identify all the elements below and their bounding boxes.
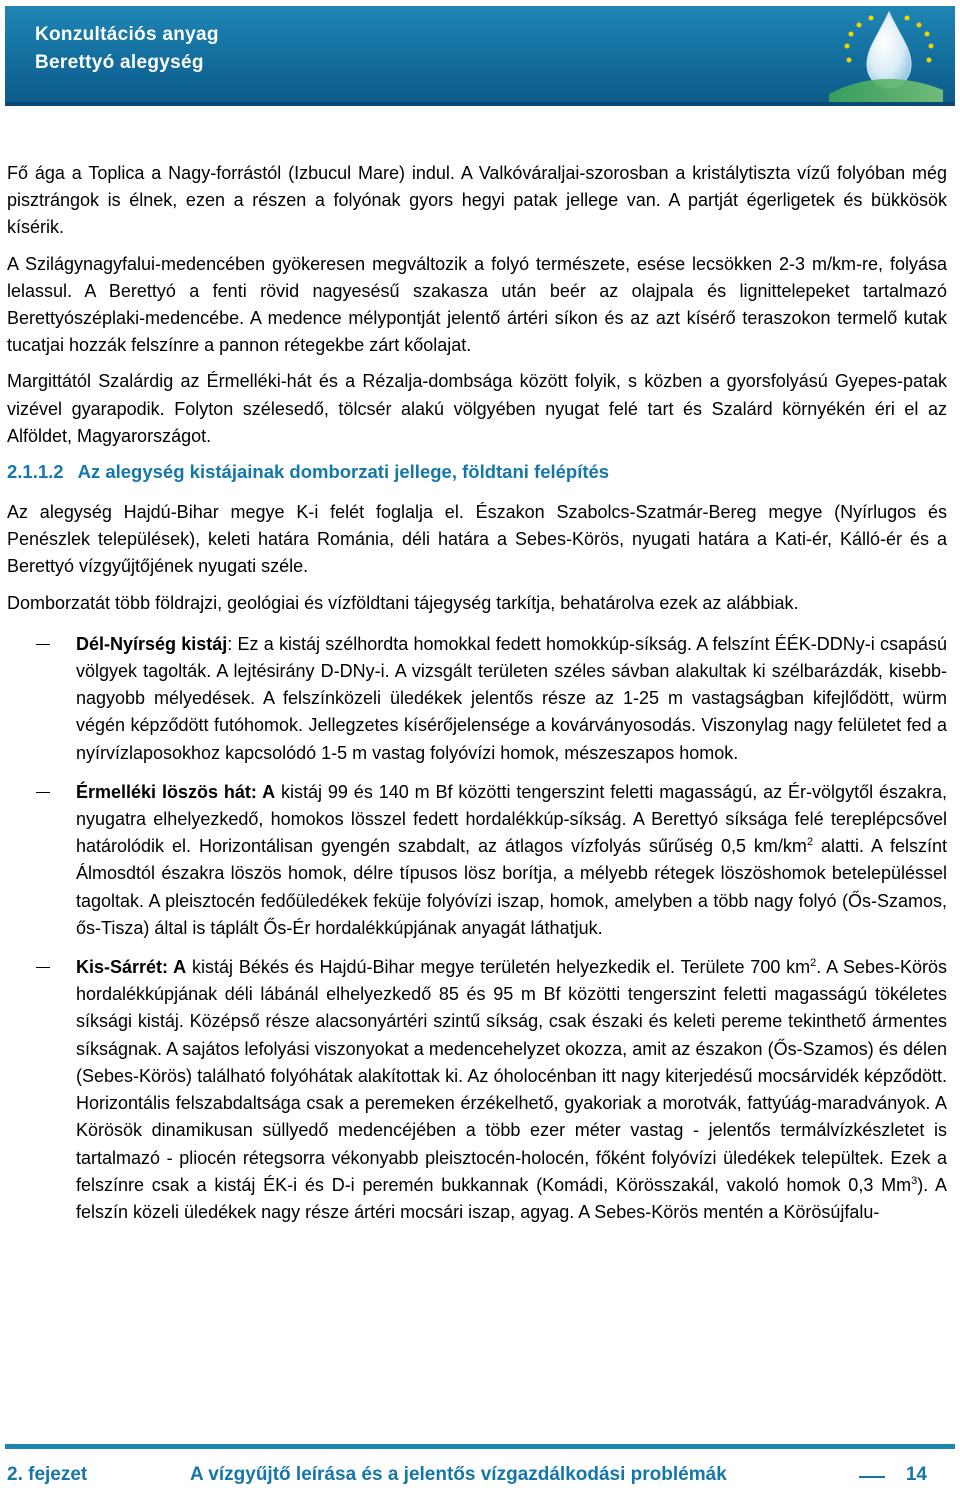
- paragraph-szilagynagyfalu: A Szilágynagyfalui-medencében gyökeresen megváltozik a folyó természete, esése lecsökken 2-3 m/km-re, folyása lelassul. A Berettyó a fenti rövid nagyesésű szakasza után beér az olajpala és lignittelepeket tartalmazó Berettyószéplaki-medencébe. A medence mélypontját jelentő ártéri síkon és az azt kísérő teraszokon termelő kutak tucatjai hozzák felszínre a pannon rétegekbe zárt kőolajat.: [7, 253, 947, 356]
- list-item: Kis-Sárrét: A kistáj Békés és Hajdú-Bihar megye területén helyezkedik el. Területe 700 $km^2$. A Sebes-Körös hordalékkúpjának déli lábánál elhelyezkedő 85 és 95 m Bf közötti tengerszint feletti magasságú tökéletes síksági kistáj. Középső része alacsonyártéri szintű síkság, csak északi és keleti pereme tekinthető ármentes síkságnak. A sajátos lefolyási viszonyokat a medencehelyzet okozza, amit az északon (Ős-Szamos) és délen (Sebes-Körös) található folyóhátak alakítottak ki. Az óholocénban itt nagy kiterjedésű mocsárvidék képződött. Horizontális felszabdaltsága csak a peremeken érzékelhető, gyakoriak a morotvák, fattyúág-maradványok. A Körösök dinamikusan süllyedő medencéjében a több ezer méter vastag - jelentős termálvízkészletet is tartalmazó - pliocén rétegsorra vékonyabb pleisztocén-holocén, főként folyóvízi üledékek települtek. Ezek a felszínre csak a kistáj ÉK-i és D-i peremén bukkannak (Komádi, Körösszakál, vakoló homok 0,3 Mm$^3$). A felszín közeli üledékek nagy része ártéri mocsári iszap, agyag. A Sebes-Körös mentén a Körösújfalu-: [7, 954, 947, 1226]
- dash-bullet-icon: [36, 644, 50, 645]
- dash-bullet-icon: [36, 967, 50, 968]
- item-name: Érmelléki löszös hát:: [76, 781, 257, 802]
- section-number: 2.1.1.2: [7, 461, 64, 483]
- footer-title: A vízgyűjtő leírása és a jelentős vízgazdálkodási problémák: [190, 1464, 727, 1485]
- landscape-list: [7, 631, 947, 1226]
- page-header: [5, 6, 955, 106]
- item-name: Kis-Sárrét:: [76, 957, 169, 978]
- dash-bullet-icon: [36, 792, 50, 793]
- item-text: Ez a kistáj szélhordta homokkal fedett homokkúp-síkság. A felszínt ÉÉK-DDNy-i csapású völgyek tagolták. A lejtésirány D-DNy-i. A vizsgált területen széles sávban alakultak ki szélbarázdák, kisebb- nagyobb mélyedések. A felszínközeli üledékek jelentős része az 1-25 m vastagságban kifejlődött, würm végén képződött futóhomok. Jellegzetes kísérőjelensége a kovárványosodás. Viszonylag nagy felületet fed a nyírvízlaposokhoz kapcsolódó 1-5 m vastag folyóvízi homok, mészeszapos homok.: [76, 633, 947, 763]
- list-item: Érmelléki löszös hát: A kistáj 99 és 140 m Bf közötti tengerszint feletti magasságú, az Ér-völgytől északra, nyugatra elhelyezkedő, homokos lösszel fedett hordalékkúp-síkság. A Berettyó síksága felé tereplépcsővel határolódik el. Horizontálisan gyengén szabdalt, az átlagos vízfolyás sűrűség 0,5 $km/km^2$ alatti. A felszínt Álmosdtól északra löszös homok, délre típusos lösz borítja, a mélyebb rétegek löszöshomok betelepüléssel tagoltak. A pleisztocén fedőüledékek feküje folyóvízi iszap, homok, amelyben a több nagy folyó (Ős-Szamos, ős-Tisza) által is táplált Ős-Ér hordalékkúpjának anyagát láthatjuk.: [7, 779, 947, 942]
- paragraph-domborzat: Domborzatát több földrajzi, geológiai és vízföldtani tájegység tarkítja, behatárolva ezek az alábbiak.: [7, 592, 799, 613]
- item-text: kistáj Békés és Hajdú-Bihar megye területén helyezkedik el. Területe 700 km: [186, 957, 811, 978]
- paragraph-toplica: Fő ága a Toplica a Nagy-forrástól (Izbucul Mare) indul. A Valkóváraljai-szorosban a kristálytiszta vízű folyóban még pisztrángok is élnek, ezen a részen a folyónak gyors hegyi patak jellege van. A partját égerligetek és bükkösök kísérik.: [7, 163, 947, 238]
- footer-divider: [5, 1444, 955, 1449]
- footer-chapter: 2. fejezet: [7, 1464, 88, 1485]
- footer-dash: [859, 1476, 885, 1478]
- page-number: 14: [905, 1464, 927, 1485]
- item-text: kistáj 99 és 140 m Bf közötti tengerszint feletti magasságú, az Ér-völgytől északra, nyugatra elhelyezkedő, homokos lösszel fedett hordalékkúp-síkság. A Berettyó síksága felé tereplépcsővel határolódik el. Horizontálisan gyengén szabdalt, az átlagos vízfolyás sűrűség 0,5 km/km: [76, 781, 948, 857]
- section-title: Az alegység kistájainak domborzati jellege, földtani felépítés: [77, 461, 610, 483]
- page-footer: [7, 1464, 947, 1490]
- section-heading: [7, 459, 947, 485]
- document-body: [7, 160, 947, 1238]
- list-item: Dél-Nyírség kistáj: Ez a kistáj szélhordta homokkal fedett homokkúp-síkság. A felszínt ÉÉK-DDNy-i csapású völgyek tagolták. A lejtésirány D-DNy-i. A vizsgált területen széles sávban alakultak ki szélbarázdák, kisebb- nagyobb mélyedések. A felszínközeli üledékek jelentős része az 1-25 m vastagságban kifejlődött, würm végén képződött futóhomok. Jellegzetes kísérőjelensége a kovárványosodás. Viszonylag nagy felületet fed a nyírvízlaposokhoz kapcsolódó 1-5 m vastag folyóvízi homok, mészeszapos homok.: [7, 631, 947, 767]
- item-name: Dél-Nyírség kistáj: [76, 633, 228, 654]
- header-title: Konzultációs anyag: [35, 24, 219, 45]
- paragraph-hajdu-bihar: Az alegység Hajdú-Bihar megye K-i felét foglalja el. Északon Szabolcs-Szatmár-Bereg megye (Nyírlugos és Penészlek települések), keleti határa Románia, déli határa a Sebes-Körös, nyugati határa a Kati-ér, Kálló-ér és a Berettyó vízgyűjtőjének nyugati széle.: [7, 502, 947, 577]
- eu-water-drop-logo-icon: [819, 6, 947, 106]
- header-subtitle: Berettyó alegység: [35, 52, 204, 73]
- paragraph-margitta: Margittától Szalárdig az Érmelléki-hát és a Rézalja-dombsága között folyik, s közben a gyorsfolyású Gyepes-patak vizével gyarapodik. Folyton szélesedő, tölcsér alakú völgyében nyugat felé tart és Szalárd környékén éri el az Alföldet, Magyarországot.: [7, 371, 947, 446]
